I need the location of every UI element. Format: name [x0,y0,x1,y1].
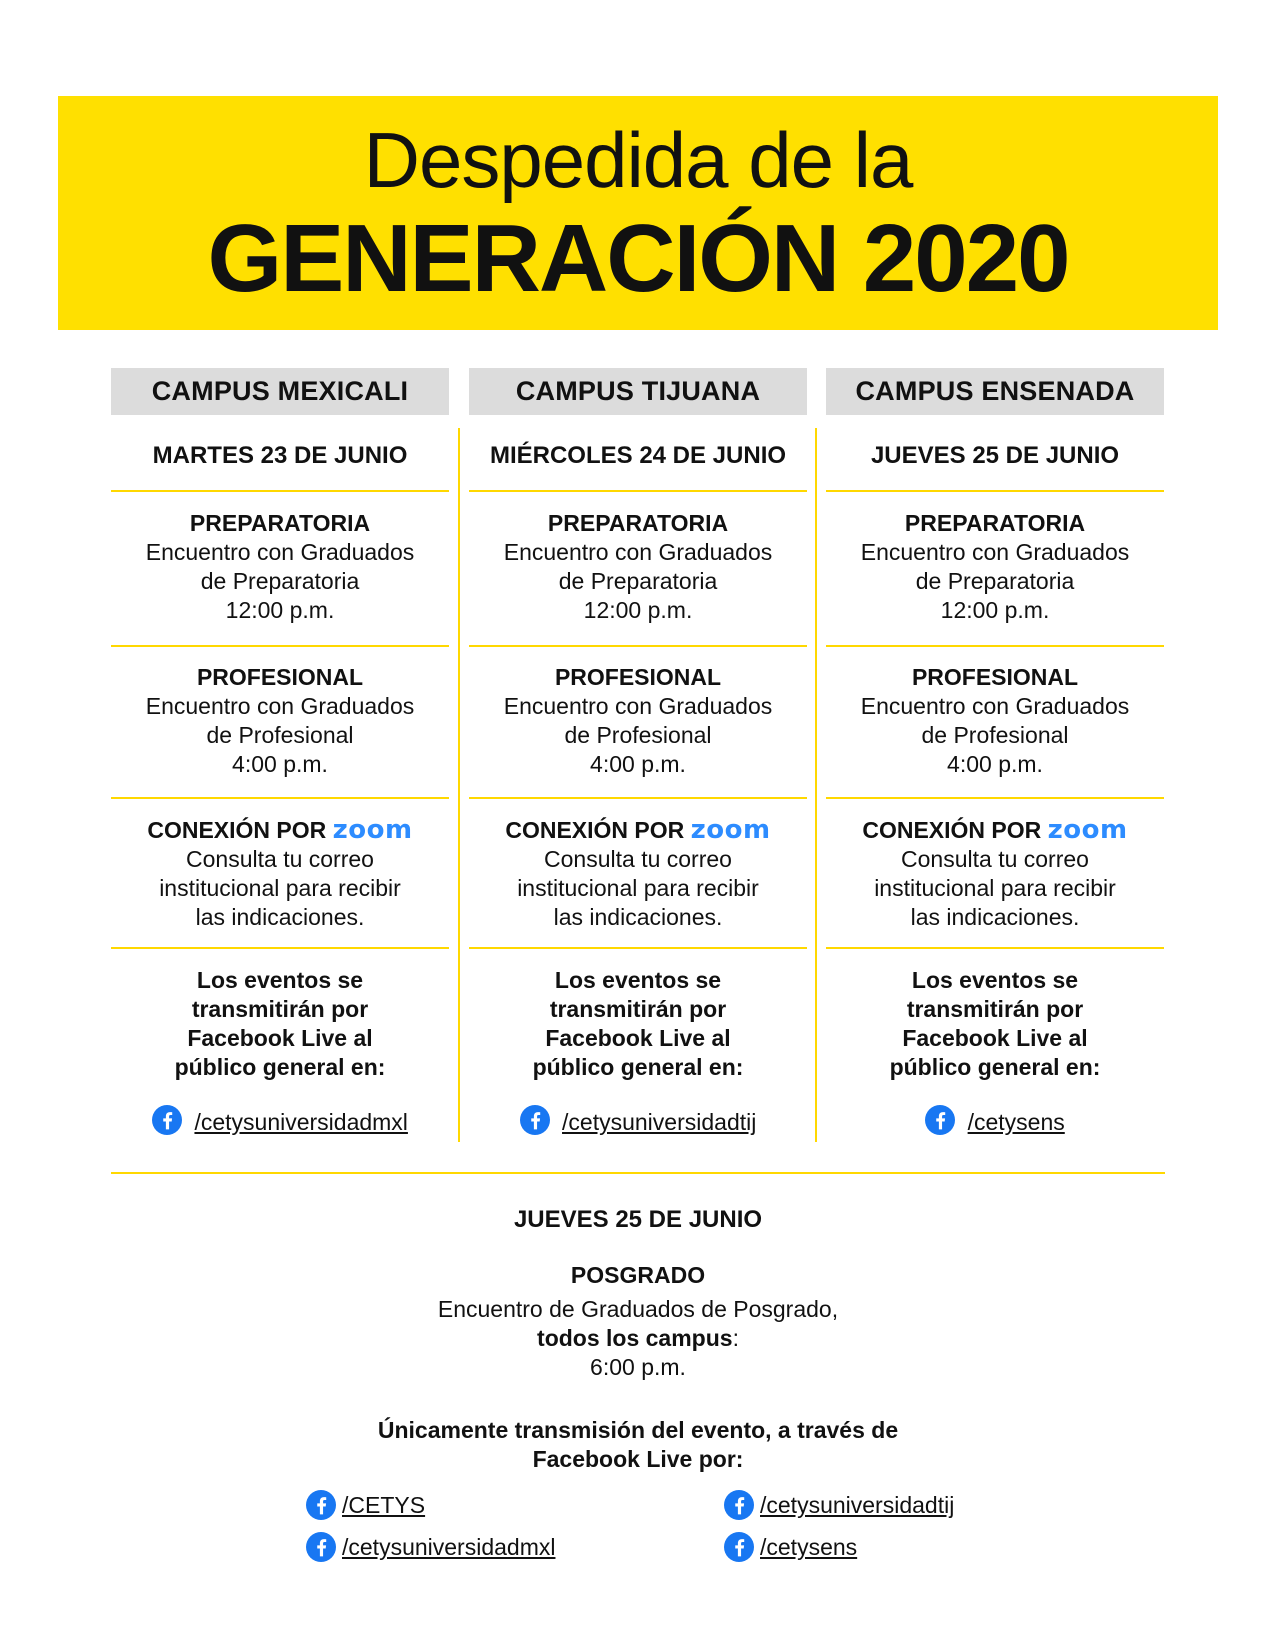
divider [469,645,807,647]
zoom-title [111,815,449,845]
block-line: Consulta tu correo [186,846,374,872]
preparatoria-block [111,508,449,625]
event-time: 6:00 p.m. [590,1354,686,1380]
note-line: Los eventos se [196,967,364,993]
zoom-prefix: CONEXIÓN POR [505,817,685,843]
divider [469,947,807,949]
block-title: PREPARATORIA [904,510,1086,536]
facebook-live-note [111,966,449,1082]
zoom-title [826,815,1164,845]
facebook-link-row[interactable] [826,1105,1164,1137]
facebook-link-row[interactable] [306,1484,555,1526]
block-line: Consulta tu correo [901,846,1089,872]
event-time: 4:00 p.m. [590,751,686,777]
note-line: Facebook Live al [545,1025,731,1051]
facebook-icon [724,1532,754,1562]
profesional-block [469,662,807,779]
posgrado-line [111,1324,1165,1353]
zoom-logo-icon: zoom [1047,815,1128,845]
facebook-icon [152,1105,182,1135]
profesional-block [111,662,449,779]
facebook-icon [306,1532,336,1562]
campus-header: CAMPUS TIJUANA [469,368,807,415]
column-divider [458,428,460,1142]
note-line: Facebook Live al [902,1025,1088,1051]
event-time: 12:00 p.m. [940,597,1050,623]
block-line: Encuentro con Graduados [503,693,773,719]
facebook-link[interactable]: /cetysens [760,1534,858,1560]
block-title: PROFESIONAL [196,664,364,690]
zoom-block [111,815,449,932]
note-line: Únicamente transmisión del evento, a través de [377,1417,899,1443]
facebook-link-row[interactable] [111,1105,449,1137]
posgrado-broadcast-note [111,1416,1165,1474]
divider [111,797,449,799]
zoom-logo-icon: zoom [332,815,413,845]
block-line: las indicaciones. [553,904,723,930]
campus-column-tijuana [469,368,807,1140]
facebook-link-row[interactable] [469,1105,807,1137]
block-line: de Preparatoria [558,568,718,594]
event-time: 12:00 p.m. [583,597,693,623]
block-line: de Profesional [564,722,712,748]
facebook-link[interactable]: /cetysens [967,1108,1065,1135]
facebook-icon [306,1490,336,1520]
event-day: JUEVES 25 DE JUNIO [870,442,1120,469]
profesional-block [826,662,1164,779]
divider [826,490,1164,492]
block-line: de Preparatoria [915,568,1075,594]
facebook-links-right [724,1484,954,1568]
note-line: público general en: [174,1054,386,1080]
event-time: 4:00 p.m. [232,751,328,777]
event-time: 12:00 p.m. [225,597,335,623]
divider [826,797,1164,799]
block-line: Encuentro con Graduados [145,539,415,565]
title-line-1: Despedida de la [363,116,913,204]
block-title: PREPARATORIA [189,510,371,536]
posgrado-title: POSGRADO [570,1262,706,1288]
divider [469,490,807,492]
block-line: institucional para recibir [874,875,1116,901]
facebook-link[interactable]: /CETYS [342,1492,426,1518]
note-line: transmitirán por [549,996,727,1022]
block-line: las indicaciones. [195,904,365,930]
event-time: 4:00 p.m. [947,751,1043,777]
zoom-title [469,815,807,845]
block-line: Encuentro con Graduados [503,539,773,565]
zoom-block [469,815,807,932]
campus-header: CAMPUS ENSENADA [826,368,1164,415]
block-line: institucional para recibir [159,875,401,901]
campus-column-ensenada [826,368,1164,1140]
block-line: institucional para recibir [517,875,759,901]
column-divider [815,428,817,1142]
event-day: MIÉRCOLES 24 DE JUNIO [489,442,787,469]
block-line: de Profesional [206,722,354,748]
note-line: público general en: [889,1054,1101,1080]
block-title: PROFESIONAL [911,664,1079,690]
divider [111,645,449,647]
block-line: Encuentro con Graduados [860,693,1130,719]
posgrado-day: JUEVES 25 DE JUNIO [513,1206,763,1233]
note-line: Facebook Live al [187,1025,373,1051]
posgrado-line: Encuentro de Graduados de Posgrado, [437,1296,839,1322]
block-title: PROFESIONAL [554,664,722,690]
note-line: transmitirán por [191,996,369,1022]
zoom-block [826,815,1164,932]
campus-column-mexicali [111,368,449,1140]
divider [469,797,807,799]
block-line: de Profesional [921,722,1069,748]
block-title: PREPARATORIA [547,510,729,536]
preparatoria-block [826,508,1164,625]
campus-header: CAMPUS MEXICALI [111,368,449,415]
facebook-links-left [306,1484,555,1568]
facebook-link[interactable]: /cetysuniversidadmxl [342,1534,556,1560]
zoom-prefix: CONEXIÓN POR [862,817,1042,843]
divider [826,645,1164,647]
facebook-icon [724,1490,754,1520]
facebook-icon [520,1105,550,1135]
facebook-live-note [469,966,807,1082]
block-line: de Preparatoria [200,568,360,594]
divider [111,947,449,949]
block-line: las indicaciones. [910,904,1080,930]
note-line: Los eventos se [554,967,722,993]
divider [826,947,1164,949]
posgrado-colon: : [732,1325,739,1351]
event-day: MARTES 23 DE JUNIO [152,442,408,469]
zoom-prefix: CONEXIÓN POR [147,817,327,843]
preparatoria-block [469,508,807,625]
facebook-link-row[interactable] [306,1526,555,1568]
facebook-icon [925,1105,955,1135]
facebook-live-note [826,966,1164,1082]
note-line: transmitirán por [906,996,1084,1022]
title-banner [58,96,1218,330]
posgrado-all-campus: todos los campus [537,1325,733,1351]
facebook-link[interactable]: /cetysuniversidadtij [562,1108,757,1135]
note-line: Facebook Live por: [532,1446,744,1472]
block-line: Encuentro con Graduados [860,539,1130,565]
facebook-link-row[interactable] [724,1526,954,1568]
note-line: Los eventos se [911,967,1079,993]
posgrado-description [111,1295,1165,1382]
block-line: Consulta tu correo [544,846,732,872]
facebook-link[interactable]: /cetysuniversidadmxl [194,1108,408,1135]
divider [111,490,449,492]
divider [111,1172,1165,1174]
facebook-link-row[interactable] [724,1484,954,1526]
title-line-2: GENERACIÓN 2020 [207,205,1069,312]
note-line: público general en: [532,1054,744,1080]
zoom-logo-icon: zoom [690,815,771,845]
block-line: Encuentro con Graduados [145,693,415,719]
facebook-link[interactable]: /cetysuniversidadtij [760,1492,955,1518]
